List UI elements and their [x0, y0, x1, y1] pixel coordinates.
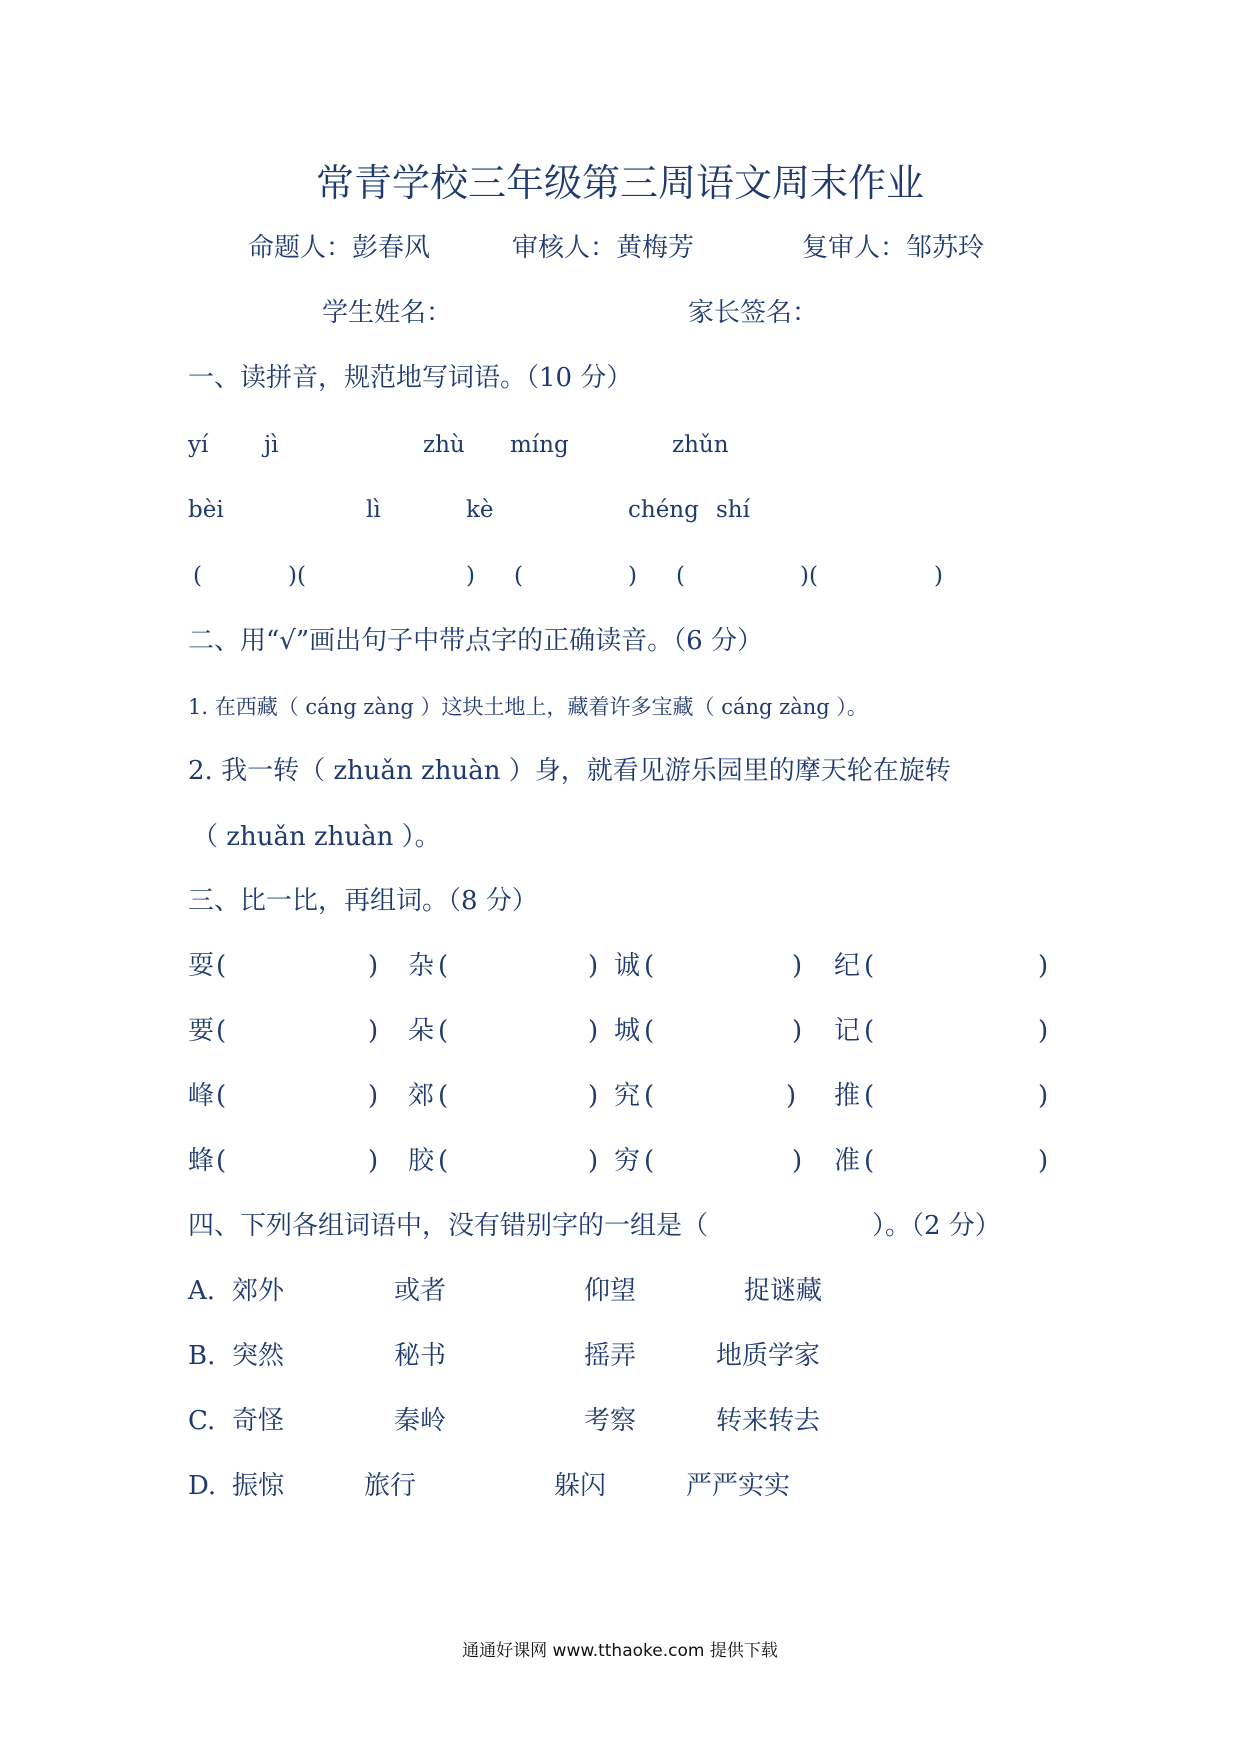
compare-char: 要: [188, 1016, 215, 1046]
answer-blank-paren: (: [676, 563, 685, 589]
close-paren: ): [368, 1146, 379, 1176]
option-word: 突然: [232, 1341, 285, 1371]
answer-blank-paren: ): [466, 563, 475, 589]
open-paren: (: [644, 951, 655, 981]
option-word: 躲闪: [554, 1471, 607, 1501]
q2-sentence-2: 2. 我一转（ zhuǎn zhuàn ）身，就看见游乐园里的摩天轮在旋转: [188, 756, 951, 786]
q4-heading-end: ）。（2 分）: [872, 1211, 1001, 1241]
answer-blank-paren: (: [514, 563, 523, 589]
open-paren: (: [864, 1081, 875, 1111]
open-paren: (: [438, 1016, 449, 1046]
compare-char: 记: [834, 1016, 861, 1046]
q1-heading: 一、读拼音，规范地写词语。（10 分）: [188, 363, 633, 393]
compare-char: 胶: [408, 1146, 435, 1176]
close-paren: ): [1038, 1081, 1049, 1111]
footer-credit: 通通好课网 www.tthaoke.com 提供下载: [462, 1641, 778, 1661]
compare-char: 诚: [614, 951, 641, 981]
open-paren: (: [864, 951, 875, 981]
close-paren: ): [588, 1081, 599, 1111]
close-paren: ): [1038, 1146, 1049, 1176]
open-paren: (: [438, 1146, 449, 1176]
close-paren: ): [368, 951, 379, 981]
compare-char: 城: [614, 1016, 641, 1046]
option-word: 奇怪: [232, 1406, 285, 1436]
answer-blank-paren: ): [934, 563, 943, 589]
student-name-label: 学生姓名：: [322, 298, 453, 328]
pinyin-ming: míng: [510, 432, 569, 458]
compare-char: 峰: [188, 1081, 215, 1111]
open-paren: (: [644, 1081, 655, 1111]
q4-heading: 四、下列各组词语中，没有错别字的一组是（: [188, 1211, 709, 1241]
option-word: 摇弄: [584, 1341, 637, 1371]
page-title: 常青学校三年级第三周语文周末作业: [315, 161, 924, 205]
answer-blank-paren: ): [628, 563, 637, 589]
open-paren: (: [216, 951, 227, 981]
option-word: 考察: [584, 1406, 637, 1436]
open-paren: (: [438, 951, 449, 981]
close-paren: ): [786, 1081, 797, 1111]
answer-blank-paren: )(: [288, 563, 306, 589]
compare-char: 究: [614, 1081, 641, 1111]
open-paren: (: [864, 1016, 875, 1046]
open-paren: (: [438, 1081, 449, 1111]
open-paren: (: [864, 1146, 875, 1176]
compare-char: 穷: [614, 1146, 641, 1176]
open-paren: (: [644, 1016, 655, 1046]
option-word: 郊外: [232, 1276, 285, 1306]
option-word: 转来转去: [716, 1406, 821, 1436]
answer-blank-paren: )(: [800, 563, 818, 589]
option-label: C.: [188, 1406, 216, 1436]
close-paren: ): [792, 951, 803, 981]
option-label: A.: [188, 1276, 216, 1306]
open-paren: (: [216, 1081, 227, 1111]
option-word: 旅行: [364, 1471, 417, 1501]
compare-char: 朵: [408, 1016, 435, 1046]
compare-char: 郊: [408, 1081, 435, 1111]
close-paren: ): [588, 1146, 599, 1176]
option-word: 秦岭: [394, 1406, 447, 1436]
close-paren: ): [588, 1016, 599, 1046]
pinyin-zhu: zhù: [423, 432, 465, 458]
option-word: 或者: [394, 1276, 447, 1306]
pinyin-cheng: chéng: [628, 497, 699, 523]
option-word: 严严实实: [686, 1471, 791, 1501]
compare-char: 蜂: [188, 1146, 215, 1176]
close-paren: ): [792, 1146, 803, 1176]
pinyin-zhun: zhǔn: [672, 432, 729, 458]
open-paren: (: [216, 1016, 227, 1046]
option-word: 地质学家: [716, 1341, 821, 1371]
q2-sentence-2-continued: （ zhuǎn zhuàn ）。: [192, 822, 441, 852]
compare-char: 准: [834, 1146, 861, 1176]
pinyin-yi: yí: [188, 432, 209, 458]
close-paren: ): [368, 1016, 379, 1046]
setter-label: 命题人：彭春风: [248, 233, 431, 263]
q3-heading: 三、比一比，再组词。（8 分）: [188, 886, 538, 916]
open-paren: (: [644, 1146, 655, 1176]
option-word: 捉谜藏: [744, 1276, 823, 1306]
pinyin-li: lì: [366, 497, 381, 523]
q2-sentence-1: 1. 在西藏（ cáng zàng ）这块土地上，藏着许多宝藏（ cáng zàng ）。: [188, 695, 868, 719]
option-label: D.: [188, 1471, 217, 1501]
rechecker-label: 复审人：邹苏玲: [802, 233, 985, 263]
option-label: B.: [188, 1341, 216, 1371]
compare-char: 纪: [834, 951, 861, 981]
q2-heading: 二、用“√”画出句子中带点字的正确读音。（6 分）: [188, 626, 763, 656]
pinyin-shi: shí: [716, 497, 750, 523]
pinyin-ji: jì: [264, 432, 279, 458]
reviewer-label: 审核人：黄梅芳: [512, 233, 695, 263]
close-paren: ): [588, 951, 599, 981]
compare-char: 杂: [408, 951, 435, 981]
answer-blank-paren: (: [193, 563, 202, 589]
compare-char: 耍: [188, 951, 215, 981]
option-word: 振惊: [232, 1471, 285, 1501]
pinyin-ke: kè: [466, 497, 494, 523]
open-paren: (: [216, 1146, 227, 1176]
parent-signature-label: 家长签名：: [688, 298, 819, 328]
close-paren: ): [1038, 951, 1049, 981]
compare-char: 推: [834, 1081, 861, 1111]
close-paren: ): [792, 1016, 803, 1046]
close-paren: ): [368, 1081, 379, 1111]
close-paren: ): [1038, 1016, 1049, 1046]
pinyin-bei: bèi: [188, 497, 224, 523]
option-word: 秘书: [394, 1341, 447, 1371]
option-word: 仰望: [584, 1276, 637, 1306]
